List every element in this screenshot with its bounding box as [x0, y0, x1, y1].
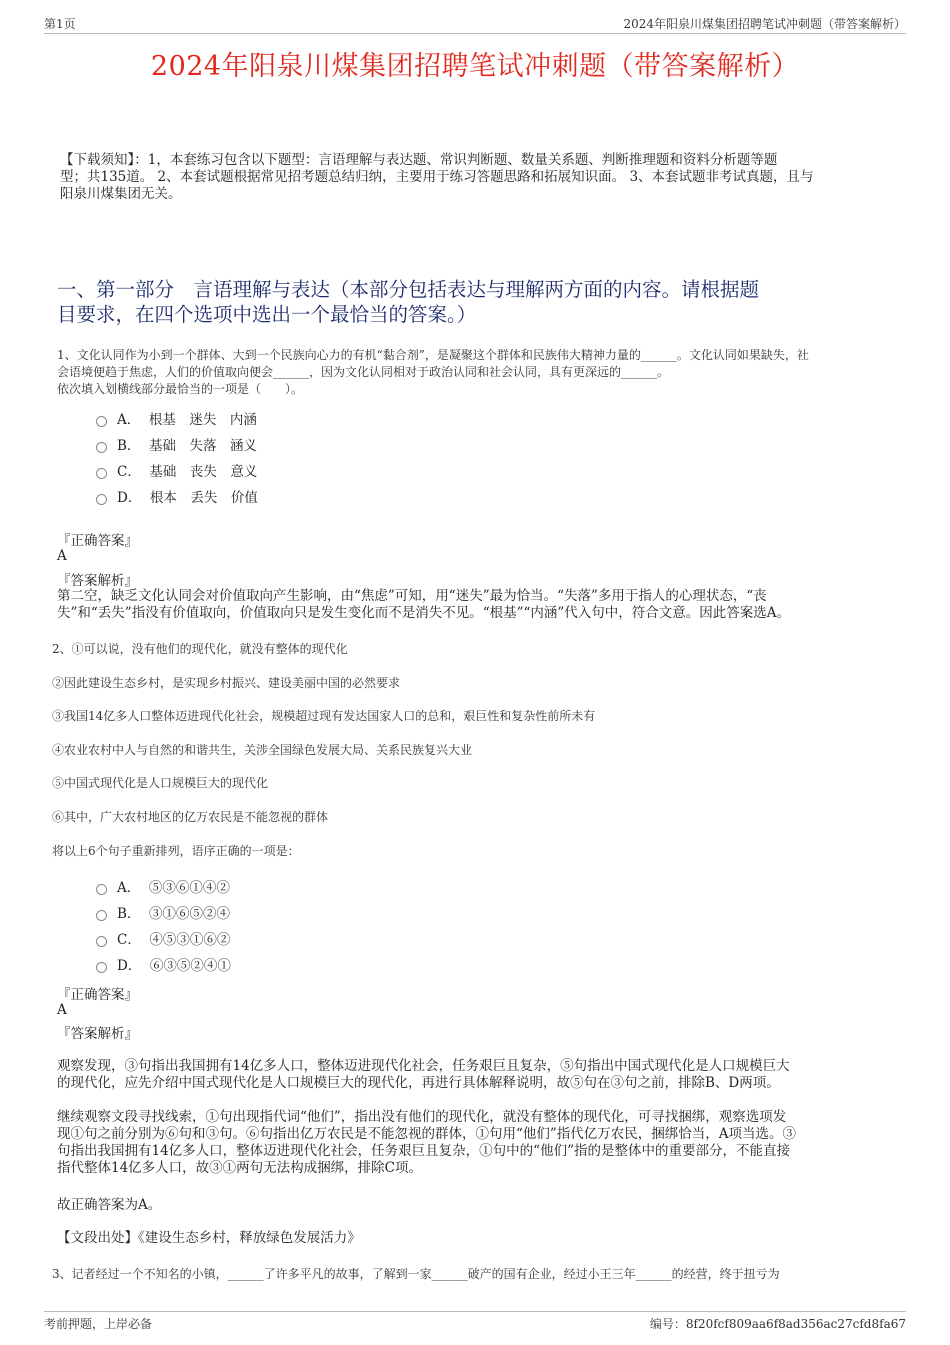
footer-slogan: 考前押题，上岸必备 — [44, 1317, 153, 1331]
q2-sentence: 2、①可以说，没有他们的现代化，就没有整体的现代化 — [52, 642, 348, 656]
q2-option-b[interactable]: B． ③①⑥⑤②④ — [96, 902, 230, 922]
q2-instruction: 将以上6个句子重新排列，语序正确的一项是： — [52, 844, 300, 858]
q2-sentence: ④农业农村中人与自然的和谐共生，关涉全国绿色发展大局、关系民族复兴大业 — [52, 743, 473, 757]
q2-answer-label: 『正确答案』 — [57, 987, 138, 1003]
q1-option-a[interactable]: A． 根基 迷失 内涵 — [96, 408, 257, 428]
download-notice — [60, 152, 910, 203]
stem-line: 1、文化认同作为小到一个群体、大到一个民族向心力的有机“黏合剂”，是凝聚这个群体和民族伟大精神力量的______。文化认同如果缺失，社 — [57, 348, 809, 362]
radio-icon[interactable] — [96, 416, 107, 427]
q2-sentence: ⑥其中，广大农村地区的亿万农民是不能忽视的群体 — [52, 810, 329, 824]
radio-icon[interactable] — [96, 910, 107, 921]
q2-option-a[interactable]: A． ⑤③⑥①④② — [96, 876, 230, 896]
analysis-line: 继续观察文段寻找线索，①句出现指代词“他们”，指出没有他们的现代化，就没有整体的现代化，可寻找捆绑，观察选项发 — [57, 1109, 787, 1125]
running-header-title: 2024年阳泉川煤集团招聘笔试冲刺题（带答案解析） — [623, 17, 906, 31]
section-heading-line: 一、第一部分 言语理解与表达（本部分包括表达与理解两方面的内容。请根据题 — [57, 278, 760, 301]
question-3-stem: 3、记者经过一个不知名的小镇，______了许多平凡的故事，了解到一家______破产的国有企业，经过小王三年______的经营，终于扭亏为 — [52, 1267, 780, 1281]
radio-icon[interactable] — [96, 936, 107, 947]
analysis-line: 的现代化，应先介绍中国式现代化是人口规模巨大的现代化，再进行具体解释说明，故⑤句在③句之前，排除B、D两项。 — [57, 1075, 780, 1091]
q2-analysis-paragraph-1 — [57, 1058, 917, 1092]
analysis-line: 失”和“丢失”指没有价值取向，价值取向只是发生变化而不是消失不见。“根基”“内涵”代入句中，符合文意。因此答案选A。 — [57, 605, 791, 621]
q1-answer: A — [57, 548, 67, 564]
q1-analysis-label: 『答案解析』 — [57, 573, 138, 589]
q2-conclusion: 故正确答案为A。 — [57, 1197, 162, 1213]
q1-option-b[interactable]: B． 基础 失落 涵义 — [96, 434, 257, 454]
q2-sentence: ⑤中国式现代化是人口规模巨大的现代化 — [52, 776, 269, 790]
q1-option-d[interactable]: D． 根本 丢失 价值 — [96, 486, 258, 506]
stem-line: 依次填入划横线部分最恰当的一项是（ ）。 — [57, 382, 304, 396]
header-divider — [44, 33, 906, 34]
q1-analysis — [57, 588, 917, 622]
radio-icon[interactable] — [96, 468, 107, 479]
q2-answer: A — [57, 1002, 67, 1018]
notice-line: 阳泉川煤集团无关。 — [60, 186, 182, 202]
footer-divider — [44, 1311, 906, 1312]
analysis-line: 指代整体14亿多人口，故③①两句无法构成捆绑，排除C项。 — [57, 1160, 423, 1176]
section-heading-line: 目要求，在四个选项中选出一个最恰当的答案。） — [57, 303, 477, 326]
q1-option-c[interactable]: C． 基础 丧失 意义 — [96, 460, 257, 480]
stem-line: 会语境便趋于焦虑，人们的价值取向便会______，因为文化认同相对于政治认同和社会认同，具有更深远的______。 — [57, 365, 670, 379]
analysis-line: 第二空，缺乏文化认同会对价值取向产生影响，由“焦虑”可知，用“迷失”最为恰当。“失落”多用于指人的心理状态，“丧 — [57, 588, 767, 604]
page-title: 2024年阳泉川煤集团招聘笔试冲刺题（带答案解析） — [150, 51, 800, 82]
q2-analysis-label: 『答案解析』 — [57, 1026, 138, 1042]
q2-sentence: ③我国14亿多人口整体迈进现代化社会，规模超过现有发达国家人口的总和，艰巨性和复杂性前所未有 — [52, 709, 596, 723]
analysis-line: 现①句之前分别为⑥句和③句。⑥句指出亿万农民是不能忽视的群体，①句用“他们”指代亿万农民，捆绑恰当，A项当选。③ — [57, 1126, 797, 1142]
document-id: 编号：8f20fcf809aa6f8ad356ac27cfd8fa67 — [649, 1317, 906, 1331]
analysis-line: 观察发现，③句指出我国拥有14亿多人口，整体迈进现代化社会，任务艰巨且复杂，⑤句指出中国式现代化是人口规模巨大 — [57, 1058, 790, 1074]
radio-icon[interactable] — [96, 884, 107, 895]
analysis-line: 句指出我国拥有14亿多人口，整体迈进现代化社会，任务艰巨且复杂，①句中的“他们”指的是整体中的重要部分，不能直接 — [57, 1143, 790, 1159]
radio-icon[interactable] — [96, 442, 107, 453]
q2-option-d[interactable]: D． ⑥③⑤②④① — [96, 954, 231, 974]
question-1-stem — [57, 347, 917, 398]
section-heading — [57, 277, 917, 327]
q2-analysis-paragraph-2 — [57, 1109, 917, 1177]
notice-line: 型；共135道。 2、本套试题根据常见招考题总结归纳，主要用于练习答题思路和拓展知识面。 3、本套试题非考试真题，且与 — [60, 169, 814, 185]
q2-option-c[interactable]: C． ④⑤③①⑥② — [96, 928, 230, 948]
notice-line: 【下载须知】：1，本套练习包含以下题型：言语理解与表达题、常识判断题、数量关系题、判断推理题和资料分析题等题 — [60, 152, 778, 168]
q1-answer-label: 『正确答案』 — [57, 533, 138, 549]
radio-icon[interactable] — [96, 962, 107, 973]
radio-icon[interactable] — [96, 494, 107, 505]
q2-source: 【文段出处】《建设生态乡村，释放绿色发展活力》 — [57, 1230, 361, 1246]
q2-sentence: ②因此建设生态乡村，是实现乡村振兴、建设美丽中国的必然要求 — [52, 676, 401, 690]
page-number: 第1页 — [44, 17, 76, 31]
